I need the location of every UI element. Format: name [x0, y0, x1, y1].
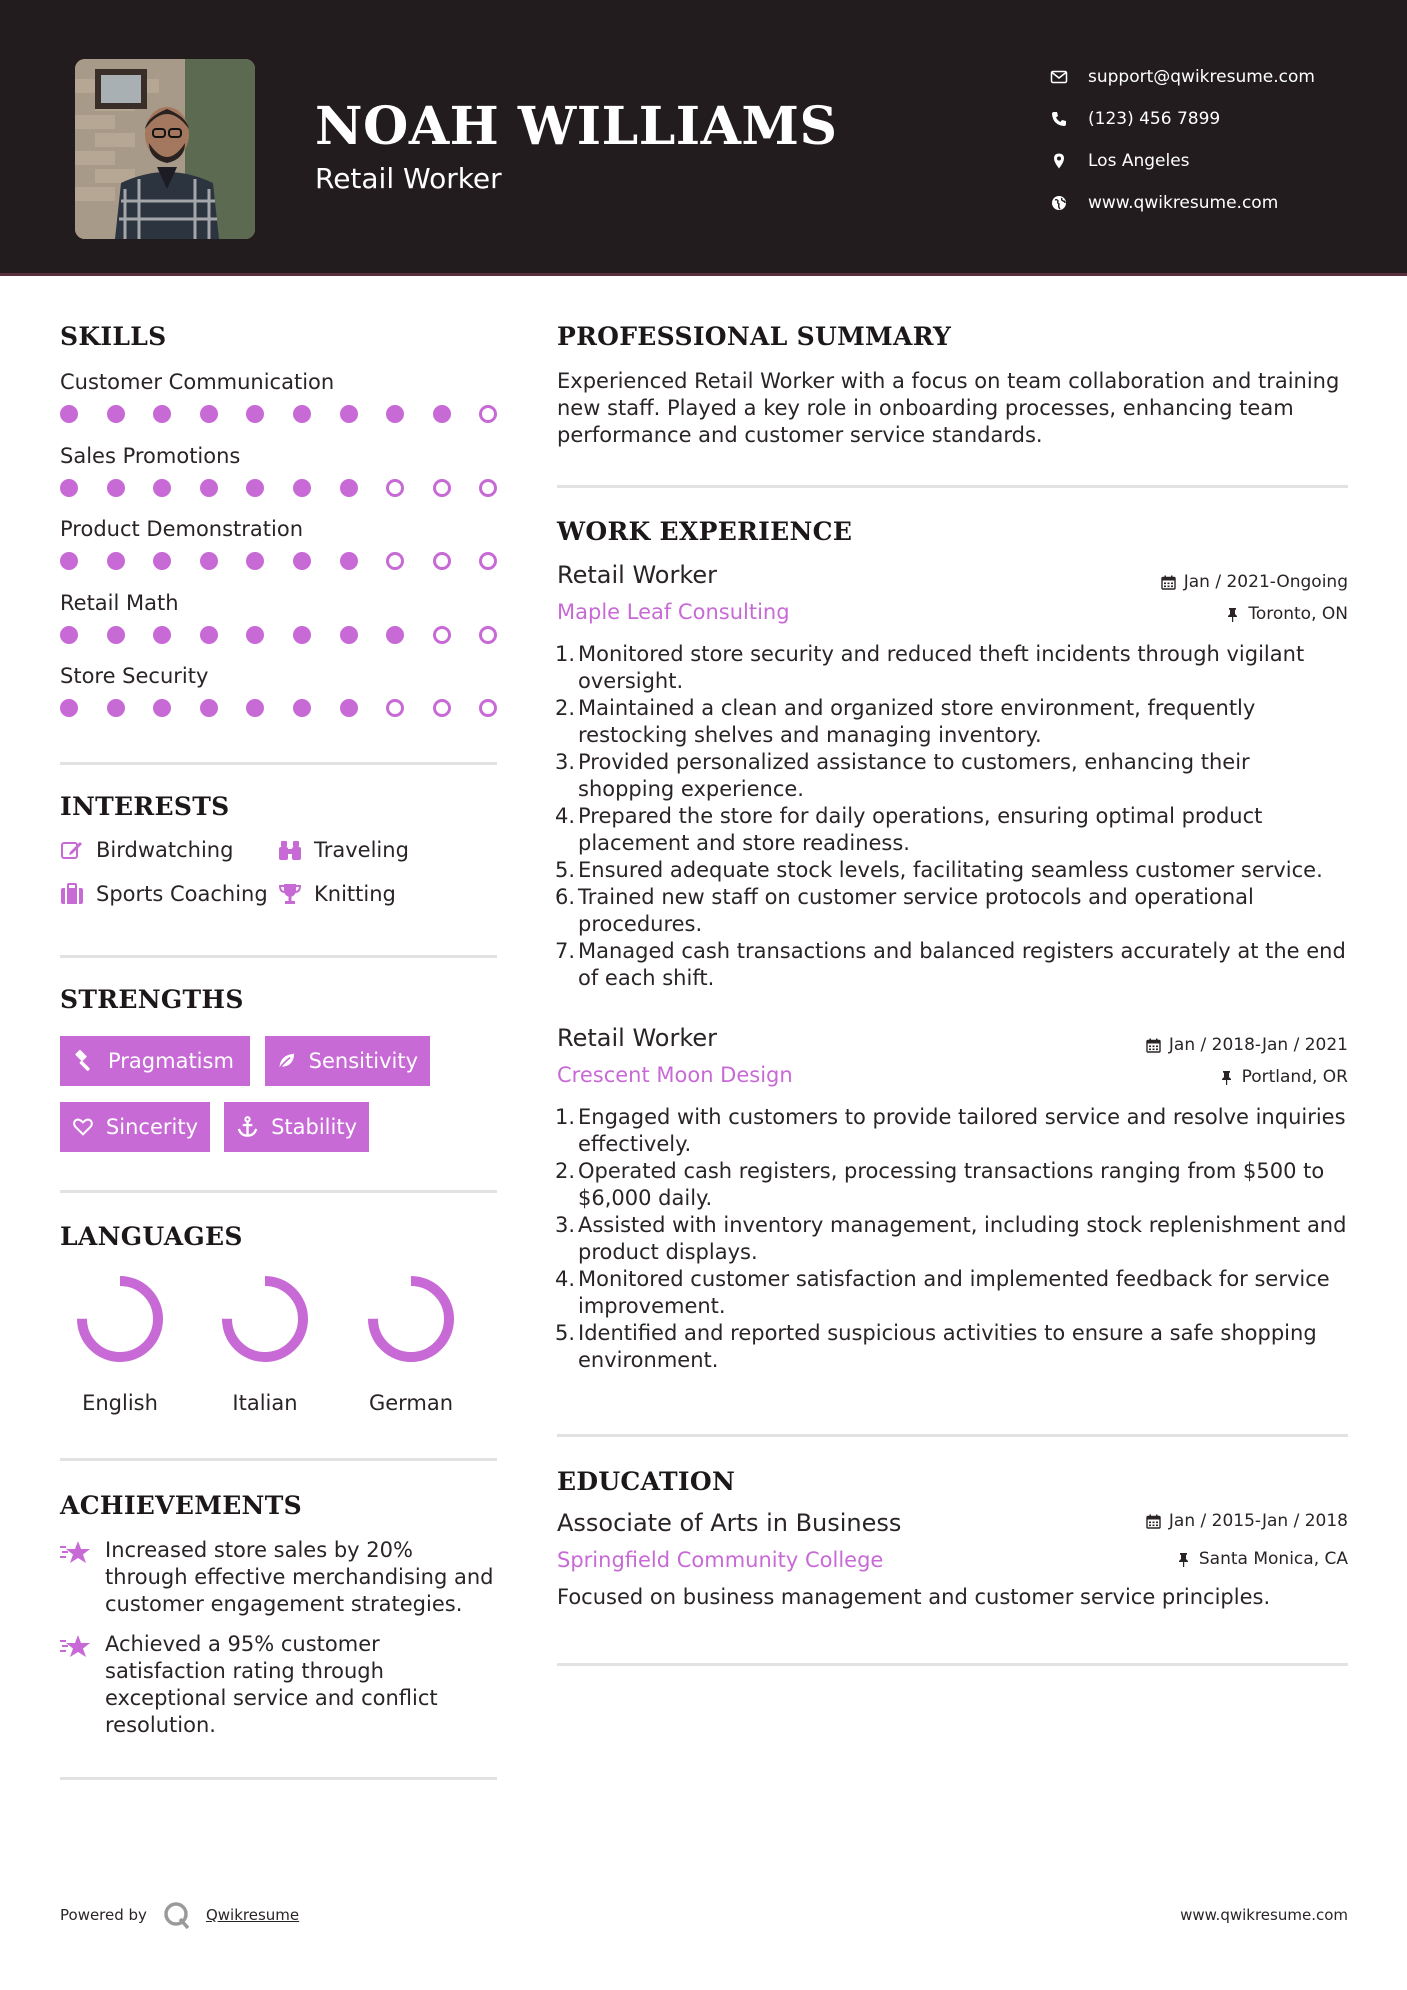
powered-by-label: Powered by [60, 1906, 147, 1924]
rating-dot-empty [479, 405, 497, 423]
language-name: English [82, 1391, 158, 1415]
achievement-item [60, 1537, 500, 1618]
interest-item [60, 882, 268, 906]
language-level-arc [227, 1281, 303, 1357]
job-bullet-text: Prepared the store for daily operations, ensuring optimal product placement and store readiness. [578, 804, 1263, 855]
job-bullet-text: Managed cash transactions and balanced registers accurately at the end of each shift. [578, 939, 1346, 990]
job-bullet: 5. Ensured adequate stock levels, facilitating seamless customer service. [554, 858, 1323, 882]
job-bullet-text: Maintained a clean and organized store environment, frequently restocking shelves and managing inventory. [578, 696, 1256, 747]
job-bullet-text: Monitored store security and reduced theft incidents through vigilant oversight. [578, 642, 1305, 693]
achievement-text: Increased store sales by 20% through effective merchandising and customer engagement strategies. [105, 1538, 494, 1616]
rating-dot-filled [200, 552, 218, 570]
job-title: Retail Worker [557, 561, 717, 589]
rating-dot-filled [340, 479, 358, 497]
job-title: Retail Worker [557, 1024, 717, 1052]
contact-phone-text[interactable]: (123) 456 7899 [1088, 109, 1221, 129]
education-school: Springfield Community College [557, 1548, 884, 1572]
rating-dot-filled [293, 479, 311, 497]
contact-location [1050, 140, 1315, 182]
achievements-heading: ACHIEVEMENTS [60, 1491, 302, 1520]
edit-icon [60, 838, 84, 862]
rating-dot-filled [293, 626, 311, 644]
skill-name: Sales Promotions [60, 443, 241, 468]
language-item [351, 1271, 471, 1415]
calendar-icon [1161, 575, 1176, 590]
candidate-role: Retail Worker [315, 162, 502, 195]
strength-tag [224, 1102, 369, 1152]
rating-dot-filled [153, 699, 171, 717]
contact-website-text[interactable]: www.qwikresume.com [1088, 193, 1279, 213]
rating-dot-filled [60, 699, 78, 717]
language-item [60, 1271, 180, 1415]
skill-rating [60, 479, 526, 497]
job-bullet: 1. Engaged with customers to provide tailored service and resolve inquiries effectively. [551, 1104, 1351, 1158]
star-icon [60, 1633, 92, 1661]
education-heading: EDUCATION [557, 1467, 736, 1496]
interest-label: Birdwatching [96, 838, 234, 862]
skill-rating [60, 699, 526, 717]
achievement-item [60, 1631, 500, 1739]
skill-name: Product Demonstration [60, 517, 304, 541]
job-dates [1146, 1035, 1348, 1055]
job-bullets [551, 1104, 1351, 1374]
experience-divider [557, 1434, 1348, 1437]
education-degree: Associate of Arts in Business [557, 1509, 902, 1537]
languages-heading: LANGUAGES [60, 1222, 243, 1251]
rating-dot-filled [60, 405, 78, 423]
rating-dot-filled [293, 699, 311, 717]
rating-dot-filled [200, 479, 218, 497]
job-bullet-text: Monitored customer satisfaction and implemented feedback for service improvement. [578, 1267, 1330, 1318]
rating-dot-filled [246, 699, 264, 717]
star-icon [60, 1539, 92, 1567]
rating-dot-filled [107, 626, 125, 644]
powered-by [60, 1900, 299, 1930]
job-bullets [551, 641, 1351, 992]
trophy-icon [278, 882, 302, 906]
rating-dot-filled [293, 552, 311, 570]
rating-dot-filled [153, 479, 171, 497]
language-name: Italian [232, 1391, 298, 1415]
powered-by-brand-link[interactable]: Qwikresume [205, 1906, 300, 1924]
rating-dot-filled [340, 699, 358, 717]
candidate-name: NOAH WILLIAMS [315, 96, 838, 157]
language-item [205, 1271, 325, 1415]
rating-dot-empty [479, 552, 497, 570]
rating-dot-filled [246, 479, 264, 497]
strength-label: Sincerity [105, 1115, 198, 1139]
job-bullet: 3. Provided personalized assistance to customers, enhancing their shopping experience. [551, 749, 1351, 803]
rating-dot-empty [433, 479, 451, 497]
rating-dot-empty [433, 626, 451, 644]
rating-dot-filled [153, 552, 171, 570]
job-location-text: Portland, OR [1241, 1067, 1348, 1087]
rating-dot-empty [433, 699, 451, 717]
contact-list [1050, 56, 1315, 224]
language-level-arc [82, 1281, 158, 1357]
interests-heading: INTERESTS [60, 792, 230, 821]
anchor-icon [236, 1115, 259, 1139]
interest-label: Traveling [314, 838, 409, 862]
job-location [1219, 1067, 1348, 1087]
job-bullet: 6. Trained new staff on customer service protocols and operational procedures. [551, 884, 1351, 938]
summary-divider [557, 485, 1348, 488]
skill-name: Customer Communication [60, 370, 335, 394]
job-bullet-text: Trained new staff on customer service protocols and operational procedures. [578, 885, 1254, 936]
skill-name: Store Security [60, 664, 209, 688]
rating-dot-filled [340, 626, 358, 644]
skill-rating [60, 405, 526, 423]
rating-dot-filled [60, 626, 78, 644]
job-bullet-text: Ensured adequate stock levels, facilitating seamless customer service. [578, 858, 1323, 882]
job-bullet: 3. Assisted with inventory management, including stock replenishment and product displays. [551, 1212, 1351, 1266]
skills-heading: SKILLS [60, 322, 167, 351]
language-level-ring [217, 1271, 313, 1367]
map-marker-icon [1050, 152, 1068, 170]
rating-dot-filled [246, 405, 264, 423]
rating-dot-filled [60, 479, 78, 497]
rating-dot-empty [386, 552, 404, 570]
rating-dot-filled [60, 552, 78, 570]
education-description: Focused on business management and customer service principles. [557, 1585, 1271, 1609]
contact-email-text[interactable]: support@qwikresume.com [1088, 67, 1315, 87]
rating-dot-empty [479, 626, 497, 644]
rating-dot-filled [107, 405, 125, 423]
job-dates-text: Jan / 2021-Ongoing [1183, 572, 1348, 592]
calendar-icon [1146, 1038, 1161, 1053]
rating-dot-empty [433, 552, 451, 570]
contact-website[interactable] [1050, 182, 1315, 224]
job-bullet-text: Operated cash registers, processing transactions ranging from $500 to $6,000 daily. [578, 1159, 1325, 1210]
phone-icon [1050, 110, 1068, 128]
strength-label: Pragmatism [108, 1049, 234, 1073]
job-dates [1161, 572, 1348, 592]
rating-dot-filled [246, 552, 264, 570]
footer-website[interactable]: www.qwikresume.com [1180, 1906, 1348, 1924]
rating-dot-filled [246, 626, 264, 644]
interest-label: Sports Coaching [96, 882, 268, 906]
rating-dot-filled [200, 405, 218, 423]
experience-heading: WORK EXPERIENCE [557, 517, 853, 546]
rating-dot-filled [340, 405, 358, 423]
language-level-arc [373, 1281, 449, 1357]
rating-dot-filled [293, 405, 311, 423]
strengths-heading: STRENGTHS [60, 985, 244, 1014]
contact-phone[interactable] [1050, 98, 1315, 140]
interest-item [278, 882, 396, 906]
pushpin-icon [1219, 1070, 1234, 1085]
achievements-divider [60, 1777, 497, 1780]
calendar-icon [1146, 1514, 1161, 1529]
interest-item [60, 838, 233, 862]
rating-dot-empty [386, 479, 404, 497]
interest-label: Knitting [314, 882, 396, 906]
strengths-divider [60, 1190, 497, 1193]
job-bullet: 7. Managed cash transactions and balanced registers accurately at the end of each shift. [551, 938, 1351, 992]
strength-tag [265, 1036, 430, 1086]
rating-dot-filled [107, 699, 125, 717]
language-level-ring [363, 1271, 459, 1367]
interest-item [278, 838, 409, 862]
job-bullet: 2. Operated cash registers, processing transactions ranging from $500 to $6,000 daily. [551, 1158, 1351, 1212]
strength-label: Stability [271, 1115, 357, 1139]
strength-tag [60, 1102, 210, 1152]
pushpin-icon [1225, 607, 1240, 622]
rating-dot-empty [479, 479, 497, 497]
job-bullet: 2. Maintained a clean and organized store environment, frequently restocking shelves and managing inventory. [551, 695, 1351, 749]
job-company: Maple Leaf Consulting [557, 600, 790, 624]
job-bullet: 4. Monitored customer satisfaction and implemented feedback for service improvement. [551, 1266, 1351, 1320]
rating-dot-filled [433, 405, 451, 423]
strength-label: Sensitivity [308, 1049, 418, 1073]
summary-text: Experienced Retail Worker with a focus on team collaboration and training new staff. Played a key role in onboarding processes, enhancing team performance and customer service standards. [557, 369, 1340, 447]
skills-divider [60, 762, 497, 765]
rating-dot-empty [479, 699, 497, 717]
rating-dot-filled [386, 626, 404, 644]
resume-header [0, 0, 1407, 276]
job-bullet-text: Identified and reported suspicious activities to ensure a safe shopping environment. [578, 1321, 1317, 1372]
profile-photo-image [75, 59, 255, 239]
rating-dot-filled [107, 479, 125, 497]
binoculars-icon [278, 838, 302, 862]
education-location-text: Santa Monica, CA [1198, 1549, 1348, 1569]
job-bullet-text: Engaged with customers to provide tailored service and resolve inquiries effectively. [578, 1105, 1346, 1156]
strength-tag [60, 1036, 250, 1086]
rating-dot-empty [386, 699, 404, 717]
envelope-icon [1050, 68, 1068, 86]
contact-email[interactable] [1050, 56, 1315, 98]
language-name: German [368, 1391, 454, 1415]
rating-dot-filled [153, 405, 171, 423]
job-location-text: Toronto, ON [1248, 604, 1348, 624]
achievement-text: Achieved a 95% customer satisfaction rating through exceptional service and conflict resolution. [105, 1632, 438, 1737]
rating-dot-filled [340, 552, 358, 570]
job-location [1225, 604, 1348, 624]
rating-dot-filled [153, 626, 171, 644]
job-bullet-text: Assisted with inventory management, including stock replenishment and product displays. [578, 1213, 1347, 1264]
profile-photo [75, 59, 255, 239]
language-level-ring [72, 1271, 168, 1367]
rating-dot-filled [107, 552, 125, 570]
job-company: Crescent Moon Design [557, 1063, 793, 1087]
skill-name: Retail Math [60, 590, 179, 615]
rating-dot-filled [200, 699, 218, 717]
education-dates [1146, 1511, 1348, 1531]
job-bullet: 5. Identified and reported suspicious activities to ensure a safe shopping environment. [551, 1320, 1351, 1374]
languages-divider [60, 1458, 497, 1461]
job-bullet: 4. Prepared the store for daily operations, ensuring optimal product placement and store readiness. [551, 803, 1351, 857]
heart-icon [72, 1115, 94, 1139]
education-divider [557, 1663, 1348, 1666]
interests-divider [60, 955, 497, 958]
skill-rating [60, 626, 526, 644]
pushpin-icon [1176, 1552, 1191, 1567]
qwikresume-logo-icon [162, 1900, 192, 1930]
suitcase-icon [60, 882, 84, 906]
rating-dot-filled [200, 626, 218, 644]
skill-rating [60, 552, 526, 570]
job-dates-text: Jan / 2018-Jan / 2021 [1168, 1035, 1348, 1055]
job-bullet-text: Provided personalized assistance to customers, enhancing their shopping experience. [578, 750, 1250, 801]
summary-heading: PROFESSIONAL SUMMARY [557, 322, 952, 351]
leaf-icon [277, 1049, 297, 1073]
gavel-icon [72, 1049, 96, 1073]
globe-icon [1050, 194, 1068, 212]
rating-dot-filled [386, 405, 404, 423]
job-bullet: 1. Monitored store security and reduced theft incidents through vigilant oversight. [551, 641, 1351, 695]
education-location [1176, 1549, 1348, 1569]
contact-location-text: Los Angeles [1088, 151, 1190, 171]
education-dates-text: Jan / 2015-Jan / 2018 [1168, 1511, 1348, 1531]
